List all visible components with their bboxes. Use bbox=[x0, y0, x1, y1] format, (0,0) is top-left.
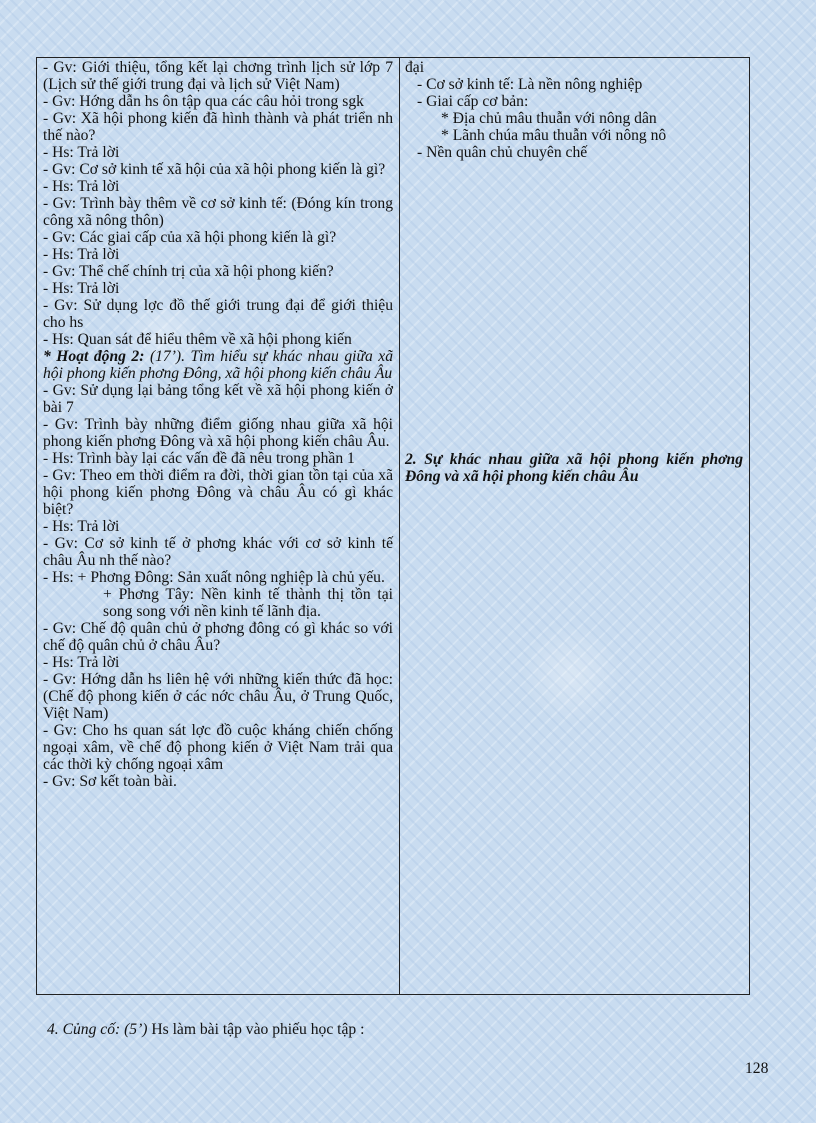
activity-line: - Hs: Trả lời bbox=[43, 280, 120, 297]
activity-line: - Gv: Theo em thời điểm ra đời, thời gian tồn tại của xã hội phong kiến phơng Đông và châu Âu có gì khác biệt? bbox=[43, 467, 393, 518]
activity-line: - Gv: Hớng dẫn hs liên hệ với những kiến thức đã học: (Chế độ phong kiến ở các nớc châu Âu, ở Trung Quốc, Việt Nam) bbox=[43, 671, 393, 722]
consolidation-line bbox=[47, 1021, 364, 1039]
activity-line: - Hs: Trả lời bbox=[43, 654, 120, 671]
activity-line: - Gv: Sử dụng lại bảng tổng kết về xã hội phong kiến ở bài 7 bbox=[43, 382, 393, 416]
activity-line: - Hs: + Phơng Đông: Sản xuất nông nghiệp là chủ yếu. bbox=[43, 569, 385, 586]
activity-line: - Gv: Hớng dẫn hs ôn tập qua các câu hỏi trong sgk bbox=[43, 93, 364, 110]
activity-heading bbox=[43, 348, 393, 382]
page-number: 128 bbox=[745, 1060, 769, 1077]
teacher-activities-column bbox=[43, 59, 393, 790]
activity-line: - Gv: Sử dụng lợc đồ thế giới trung đại để giới thiệu cho hs bbox=[43, 297, 393, 331]
activity-line: - Gv: Trình bày thêm về cơ sở kinh tế: (Đóng kín trong công xã nông thôn) bbox=[43, 195, 393, 229]
activity-line: - Gv: Cho hs quan sát lợc đồ cuộc kháng chiến chống ngoại xâm, về chế độ phong kiến ở Việt Nam trải qua các thời kỳ chống ngoại xâm bbox=[43, 722, 393, 773]
section-2-heading: 2. Sự khác nhau giữa xã hội phong kiến phơng Đông và xã hội phong kiến châu Âu bbox=[405, 451, 743, 485]
activity-line: - Gv: Thể chế chính trị của xã hội phong kiến? bbox=[43, 263, 334, 280]
activity-line: - Gv: Các giai cấp của xã hội phong kiến là gì? bbox=[43, 229, 337, 246]
activity-line: - Gv: Trình bày những điểm giống nhau giữa xã hội phong kiến phơng Đông và xã hội phong kiến châu Âu. bbox=[43, 416, 393, 450]
activity-description: (17’). Tìm hiểu sự khác nhau giữa xã hội phong kiến phơng Đông, xã hội phong kiến châu Âu bbox=[43, 348, 393, 382]
content-line: * Địa chủ mâu thuẫn với nông dân bbox=[441, 110, 657, 127]
content-column bbox=[405, 59, 743, 161]
activity-line: - Gv: Sơ kết toàn bài. bbox=[43, 773, 177, 790]
activity-line: - Hs: Trả lời bbox=[43, 178, 120, 195]
activity-line: - Gv: Xã hội phong kiến đã hình thành và phát triển nh thế nào? bbox=[43, 110, 393, 144]
activity-line: - Hs: Trình bày lại các vấn đề đã nêu trong phần 1 bbox=[43, 450, 355, 467]
content-line: * Lãnh chúa mâu thuẫn với nông nô bbox=[441, 127, 667, 144]
content-line: - Giai cấp cơ bản: bbox=[417, 93, 529, 110]
activity-title: * Hoạt động 2: bbox=[43, 348, 145, 365]
content-line: - Nền quân chủ chuyên chế bbox=[417, 144, 588, 161]
activity-line: - Hs: Trả lời bbox=[43, 246, 120, 263]
activity-line: + Phơng Tây: Nền kinh tế thành thị tồn tại song song với nền kinh tế lãnh địa. bbox=[103, 586, 393, 620]
content-line: - Cơ sở kinh tế: Là nền nông nghiệp bbox=[417, 76, 643, 93]
activity-line: - Hs: Trả lời bbox=[43, 144, 120, 161]
activity-line: - Gv: Giới thiệu, tổng kết lại chơng trình lịch sử lớp 7 (Lịch sử thế giới trung đại và lịch sử Việt Nam) bbox=[43, 59, 393, 93]
activity-line: - Gv: Cơ sở kinh tế xã hội của xã hội phong kiến là gì? bbox=[43, 161, 386, 178]
consolidation-label: 4. Củng cố: (5’) bbox=[47, 1021, 148, 1038]
activity-line: - Gv: Chế độ quân chủ ở phơng đông có gì khác so với chế độ quân chủ ở châu Âu? bbox=[43, 620, 393, 654]
content-line: đại bbox=[405, 59, 425, 76]
column-divider bbox=[399, 58, 400, 994]
lesson-table bbox=[36, 57, 750, 995]
activity-line: - Gv: Cơ sở kinh tế ở phơng khác với cơ sở kinh tế châu Âu nh thế nào? bbox=[43, 535, 393, 569]
consolidation-text: Hs làm bài tập vào phiếu học tập : bbox=[147, 1021, 365, 1038]
activity-line: - Hs: Quan sát để hiểu thêm về xã hội phong kiến bbox=[43, 331, 352, 348]
activity-line: - Hs: Trả lời bbox=[43, 518, 120, 535]
